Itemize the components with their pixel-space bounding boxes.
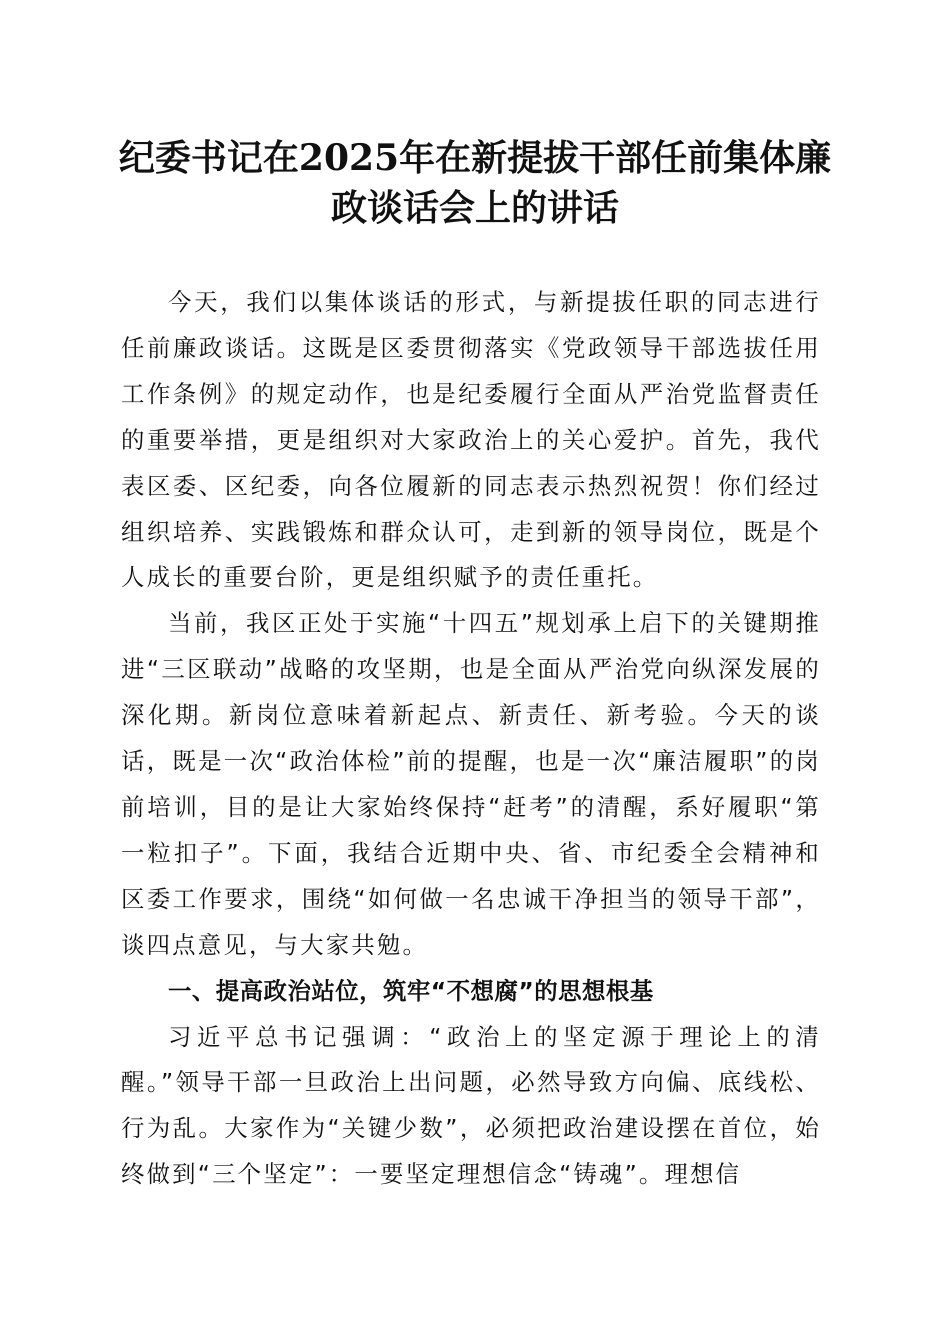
section-heading: 一、提高政治站位，筑牢“不想腐”的思想根基	[168, 976, 654, 1005]
title-line-2: 政谈话会上的讲话	[330, 187, 619, 229]
paragraph-section-one: 习近平总书记强调：“政治上的坚定源于理论上的清醒。”领导干部一旦政治上出问题，必然导致方向偏、底线松、行为乱。大家作为“关键少数”，必须把政治建设摆在首位，始终做到“三个坚定”：一要坚定理想信念“铸魂”。理想信	[121, 1022, 821, 1189]
paragraph-intro: 今天，我们以集体谈话的形式，与新提拔任职的同志进行任前廉政谈话。这既是区委贯彻落实《党政领导干部选拔任用工作条例》的规定动作，也是纪委履行全面从严治党监督责任的重要举措，更是组织对大家政治上的关心爱护。首先，我代表区委、区纪委，向各位履新的同志表示热烈祝贺！你们经过组织培养、实践锻炼和群众认可，走到新的领导岗位，既是个人成长的重要台阶，更是组织赋予的责任重托。	[121, 288, 821, 592]
title-line-1: 纪委书记在2025年在新提拔干部任前集体廉	[118, 137, 832, 179]
document-title	[100, 133, 850, 233]
paragraph-context: 当前，我区正处于实施“十四五”规划承上启下的关键期推进“三区联动”战略的攻坚期，也是全面从严治党向纵深发展的深化期。新岗位意味着新起点、新责任、新考验。今天的谈话，既是一次“政治体检”前的提醒，也是一次“廉洁履职”的岗前培训，目的是让大家始终保持“赶考”的清醒，系好履职“第一粒扣子”。下面，我结合近期中央、省、市纪委全会精神和区委工作要求，围绕“如何做一名忠诚干净担当的领导干部”，谈四点意见，与大家共勉。	[121, 609, 821, 959]
document-body	[121, 280, 821, 1198]
